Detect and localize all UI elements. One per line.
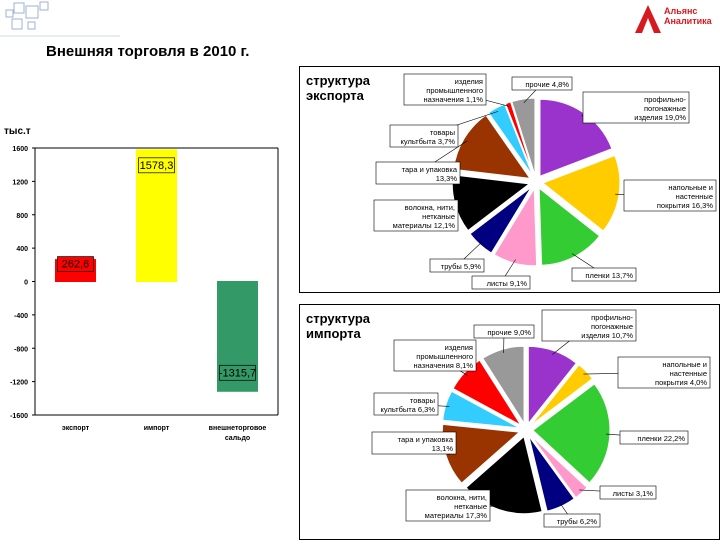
data-label: -1315,7 <box>219 367 256 379</box>
slice-label: назначения 8,1% <box>414 361 474 370</box>
y-tick-label: -400 <box>14 313 28 320</box>
x-tick-label: импорт <box>144 425 170 432</box>
logo <box>634 2 718 36</box>
x-tick-label: экспорт <box>62 425 90 432</box>
pie-title: импорта <box>306 326 362 341</box>
slice-label: волокна, нити, <box>405 203 455 212</box>
y-tick-label: -1600 <box>10 413 28 420</box>
slice-label: культбыта 6,3% <box>381 405 436 414</box>
logo-line2: Аналитика <box>664 16 712 26</box>
slice-label: покрытия 16,3% <box>657 201 713 210</box>
logo-mark-icon <box>634 4 662 34</box>
slice-label: погонажные <box>591 322 633 331</box>
y-tick-label: 1200 <box>12 179 28 186</box>
decor-squares <box>0 0 120 45</box>
slice-label: погонажные <box>644 104 686 113</box>
slice-label: назначения 1,1% <box>424 95 484 104</box>
slice-label: прочие 4,8% <box>525 80 569 89</box>
slice-label: настенные <box>670 369 707 378</box>
slice-label: листы 9,1% <box>487 279 528 288</box>
slice-label: настенные <box>676 192 713 201</box>
slice-label: тара и упаковка <box>402 165 458 174</box>
slice-label: пленки 13,7% <box>585 271 633 280</box>
x-tick-label: внешнеторговое <box>209 425 267 432</box>
slice-label: изделия 10,7% <box>581 331 633 340</box>
pie-title: структура <box>306 73 371 88</box>
slice-label: материалы 12,1% <box>393 221 456 230</box>
slice-label: напольные и <box>668 183 713 192</box>
slice-label: 13,1% <box>432 444 454 453</box>
x-tick-label: сальдо <box>225 435 250 442</box>
slice-label: волокна, нити, <box>437 493 487 502</box>
bar-chart <box>0 120 290 450</box>
pie-title: экспорта <box>306 88 365 103</box>
pie-title: структура <box>306 311 371 326</box>
slice-label: трубы 6,2% <box>557 517 598 526</box>
slice-label: изделия 19,0% <box>634 113 686 122</box>
slice-label: товары <box>430 128 455 137</box>
slice-label: трубы 5,9% <box>441 262 482 271</box>
data-label: 1578,3 <box>140 160 174 172</box>
y-tick-label: 800 <box>16 213 28 220</box>
logo-line1: Альянс <box>664 6 697 16</box>
slice-label: изделия <box>445 343 473 352</box>
export-pie-chart <box>300 67 719 292</box>
slice-label: листы 3,1% <box>613 489 654 498</box>
y-tick-label: 0 <box>24 280 28 287</box>
export-panel <box>299 66 720 293</box>
import-pie-chart <box>300 305 719 539</box>
page-title: Внешняя торговля в 2010 г. <box>46 43 249 60</box>
y-tick-label: -1200 <box>10 380 28 387</box>
y-tick-label: 400 <box>16 246 28 253</box>
import-panel <box>299 304 720 540</box>
slice-label: культбыта 3,7% <box>401 137 456 146</box>
slice-label: 13,3% <box>436 174 458 183</box>
slice-label: нетканые <box>422 212 455 221</box>
slice-label: материалы 17,3% <box>425 511 488 520</box>
slice-label: изделия <box>455 77 483 86</box>
slice-label: промышленного <box>426 86 483 95</box>
slice-label: профильно- <box>591 313 633 322</box>
y-tick-label: -800 <box>14 346 28 353</box>
slice-label: товары <box>410 396 435 405</box>
y-axis-label: тыс.т <box>4 126 31 137</box>
slice-label: пленки 22,2% <box>637 434 685 443</box>
y-tick-label: 1600 <box>12 146 28 153</box>
slice-label: напольные и <box>662 360 707 369</box>
slice-label: профильно- <box>644 95 686 104</box>
data-label: 262,6 <box>62 259 90 271</box>
slice-label: тара и упаковка <box>398 435 454 444</box>
slice-label: покрытия 4,0% <box>655 378 707 387</box>
slice-label: промышленного <box>416 352 473 361</box>
slice-label: прочие 9,0% <box>487 328 531 337</box>
slice-label: нетканые <box>454 502 487 511</box>
